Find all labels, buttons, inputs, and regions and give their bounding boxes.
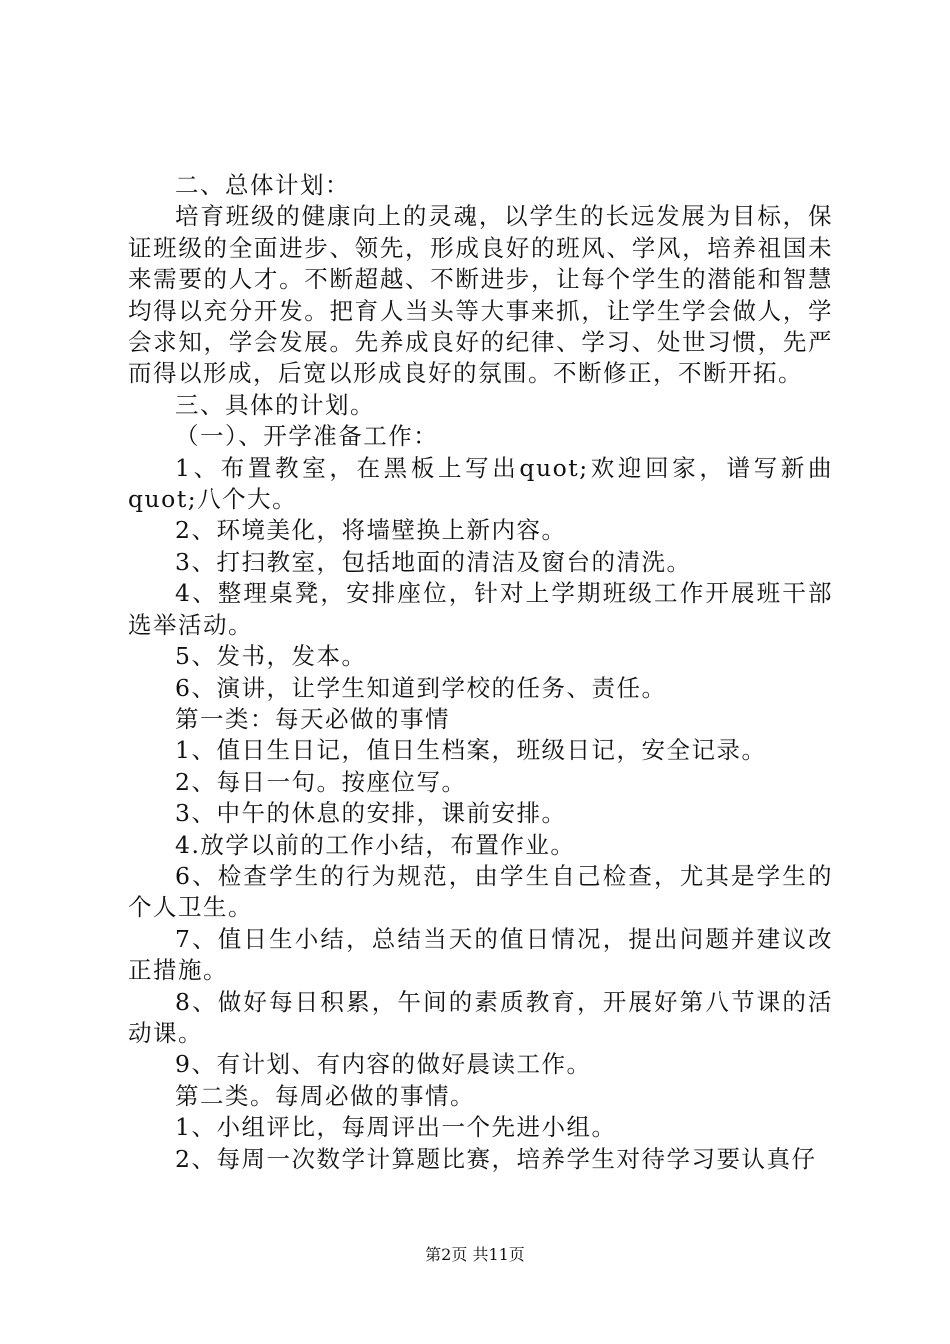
page-footer: 第2页 共11页 xyxy=(425,1245,525,1264)
paragraph: 6、演讲，让学生知道到学校的任务、责任。 xyxy=(175,673,667,702)
paragraph: 7、值日生小结，总结当天的值日情况，提出问题并建议改正措施。 xyxy=(128,924,833,985)
paragraph: 第一类：每天必做的事情 xyxy=(175,704,450,733)
paragraph: 2、环境美化，将墙壁换上新内容。 xyxy=(175,516,567,545)
paragraph: 3、打扫教室，包括地面的清洁及窗台的清洗。 xyxy=(175,547,692,576)
paragraph: 9、有计划、有内容的做好晨读工作。 xyxy=(175,1050,592,1079)
paragraph: 1、布置教室，在黑板上写出quot;欢迎回家，谱写新曲quot;八个大。 xyxy=(128,453,833,514)
paragraph: 4.放学以前的工作小结，布置作业。 xyxy=(175,830,576,859)
paragraph: 4、整理桌凳，安排座位，针对上学期班级工作开展班干部选举活动。 xyxy=(128,579,833,639)
paragraph: 2、每周一次数学计算题比赛，培养学生对待学习要认真仔 xyxy=(175,1144,817,1173)
paragraph: （一）、开学准备工作： xyxy=(175,422,439,451)
paragraph: 5、发书，发本。 xyxy=(175,642,367,671)
paragraph: 2、每日一句。按座位写。 xyxy=(175,767,467,796)
paragraph: 1、值日生日记，值日生档案，班级日记，安全记录。 xyxy=(175,736,767,765)
paragraph: 三、具体的计划。 xyxy=(175,390,375,419)
body-text xyxy=(128,170,833,1175)
paragraph: 二、总体计划： xyxy=(175,171,350,199)
paragraph: 第二类。每周必做的事情。 xyxy=(175,1081,475,1110)
paragraph: 8、做好每日积累，午间的素质教育，开展好第八节课的活动课。 xyxy=(128,987,833,1047)
paragraph: 培育班级的健康向上的灵魂，以学生的长远发展为目标，保证班级的全面进步、领先，形成良好的班风、学风，培养祖国未来需要的人才。不断超越、不断进步，让每个学生的潜能和智慧均得以充分开发。把育人当头等大事来抓，让学生学会做人，学会求知，学会发展。先养成良好的纪律、学习、处世习惯，先严而得以形成，后宽以形成良好的氛围。不断修正，不断开拓。 xyxy=(128,202,833,388)
paragraph: 3、中午的休息的安排，课前安排。 xyxy=(175,799,567,828)
paragraph: 6、检查学生的行为规范，由学生自己检查，尤其是学生的个人卫生。 xyxy=(128,861,833,922)
paragraph: 1、小组评比，每周评出一个先进小组。 xyxy=(175,1113,617,1142)
